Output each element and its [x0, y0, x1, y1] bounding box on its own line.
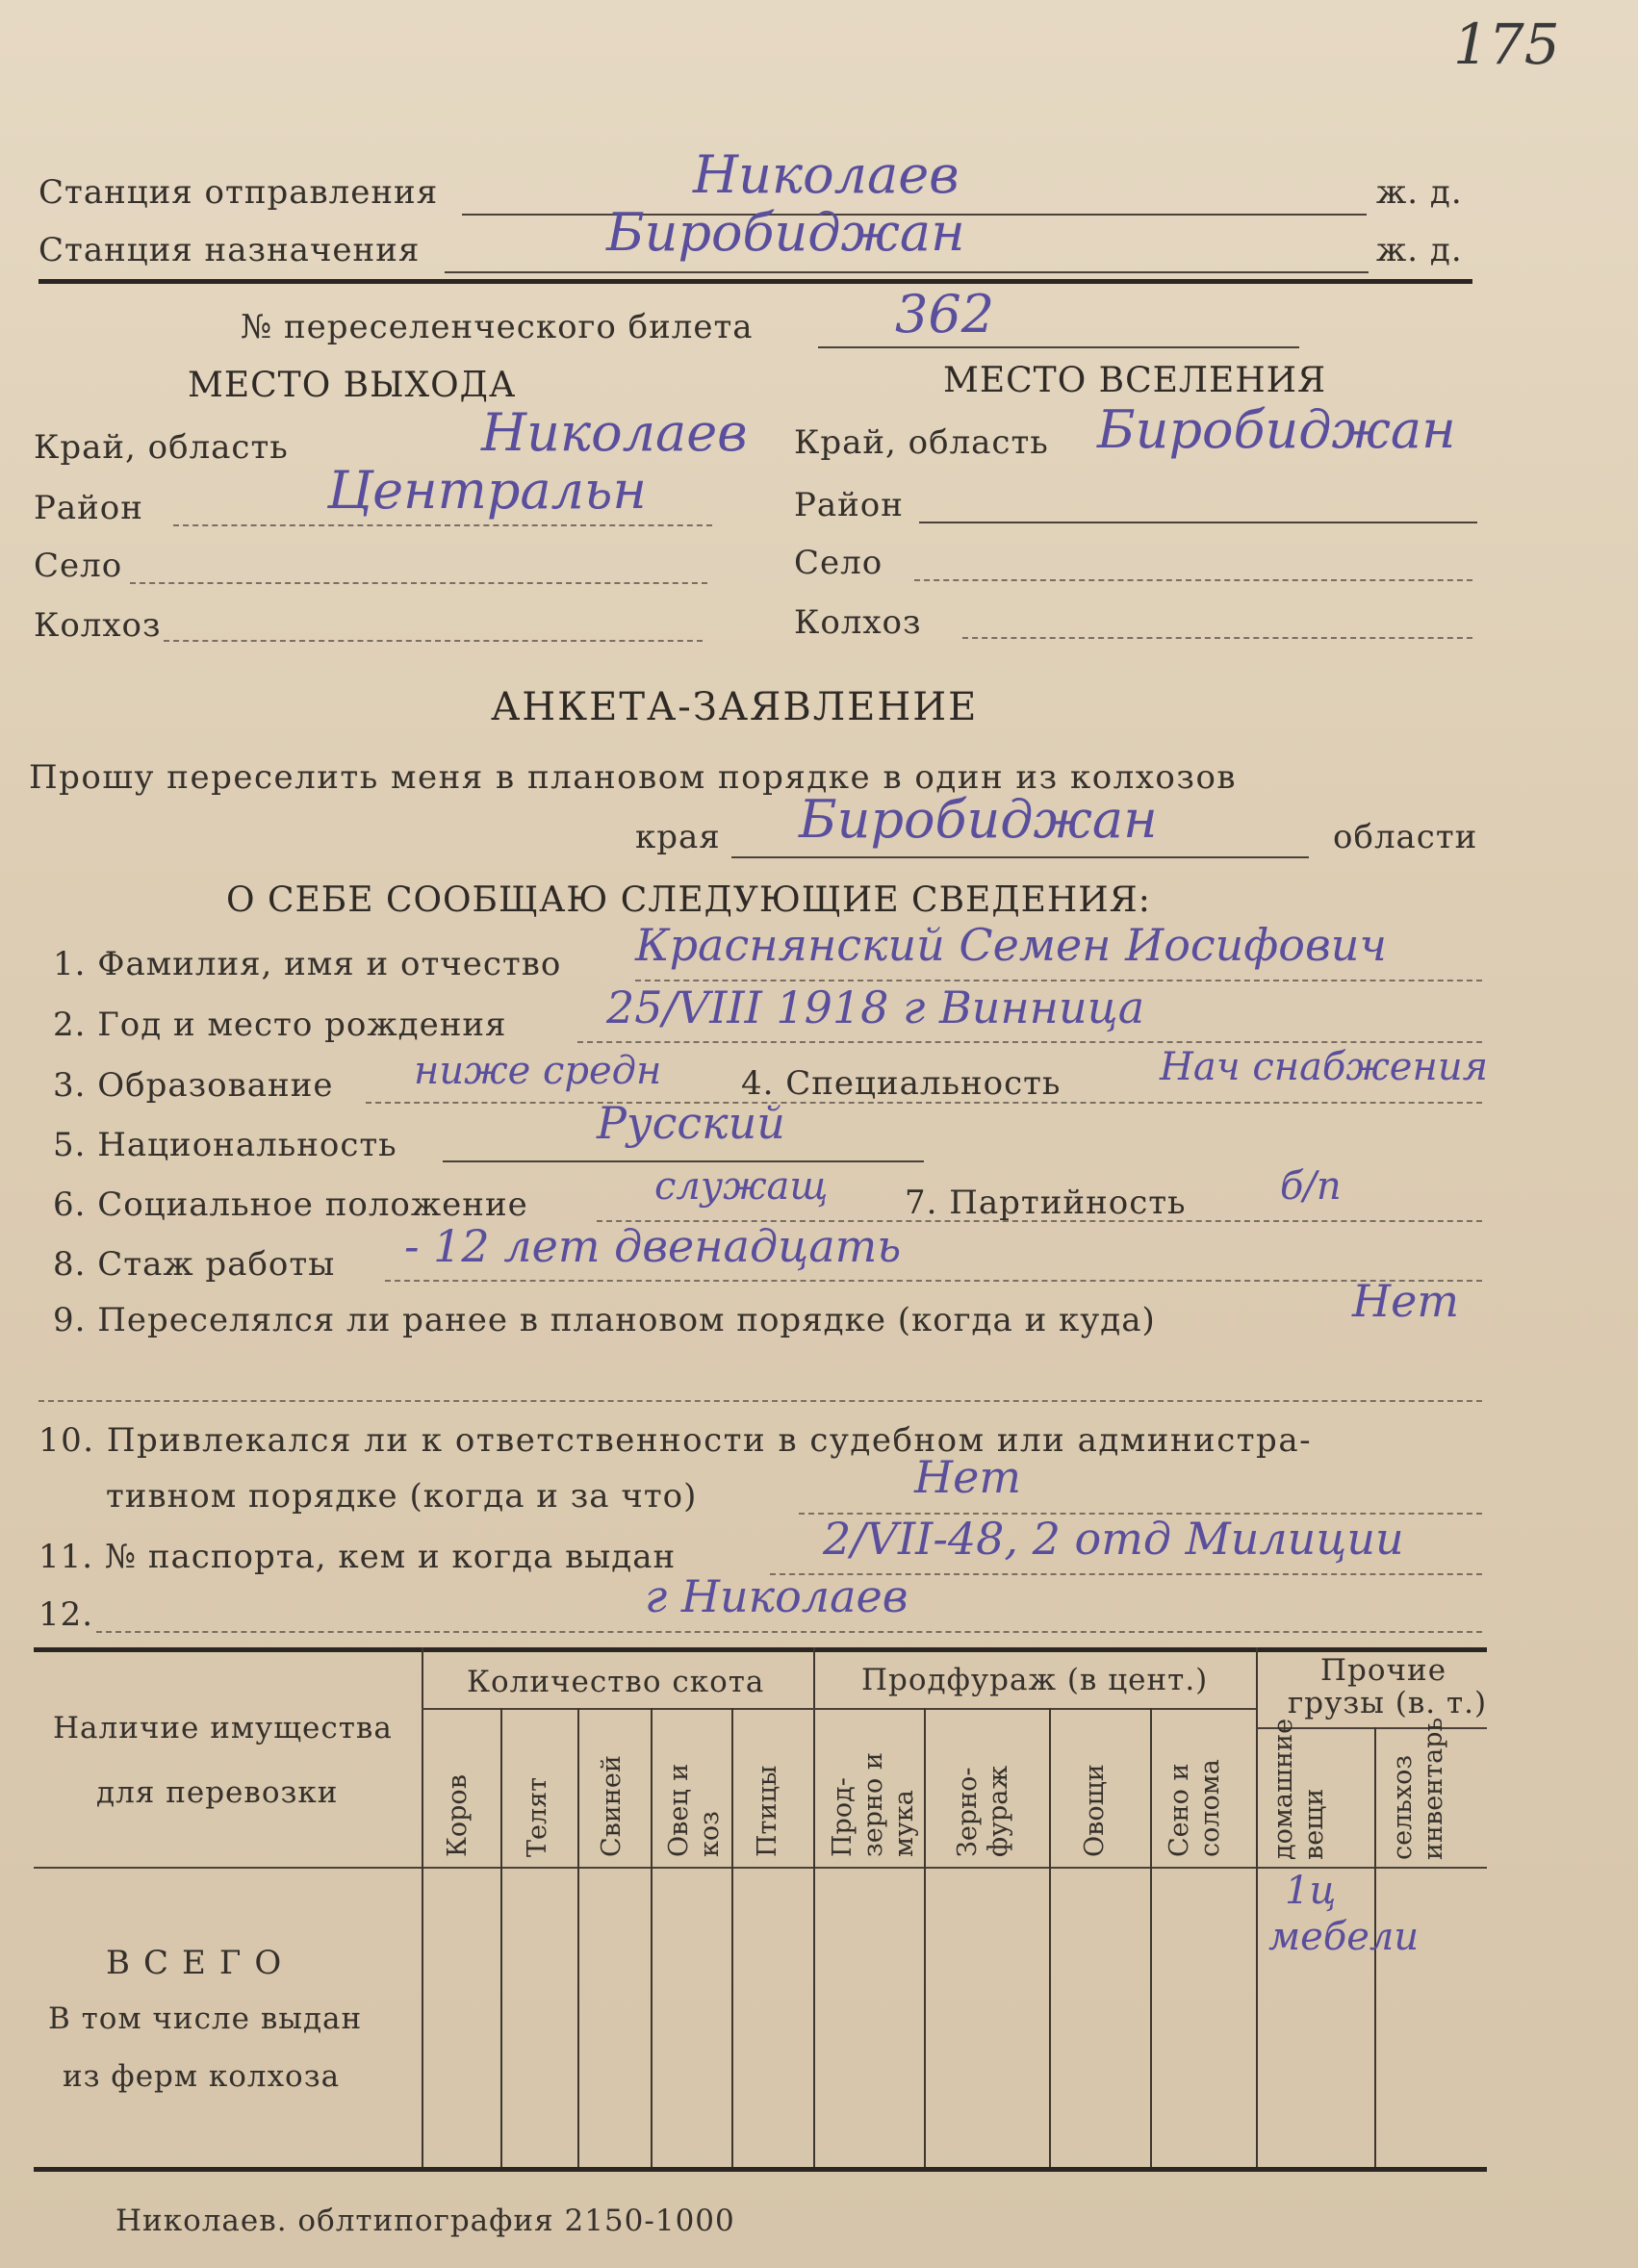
q9-label: 9. Переселялся ли ранее в плановом порядке (когда и куда)	[53, 1301, 1156, 1339]
q10-value: Нет	[914, 1451, 1021, 1503]
q1-value: Краснянский Семен Иосифович	[635, 919, 1388, 971]
q2-value: 25/VIII 1918 г Винница	[606, 981, 1145, 1033]
q6-value: служащ	[654, 1164, 829, 1209]
col-poultry: Птицы	[753, 1765, 782, 1857]
railway-abbr-1: ж. д.	[1376, 173, 1463, 212]
ticket-value: 362	[895, 284, 995, 344]
q1-label: 1. Фамилия, имя и отчество	[53, 945, 562, 983]
q6-label: 6. Социальное положение	[53, 1185, 528, 1224]
issued-line1: В том числе выдан	[48, 2001, 363, 2036]
origin-district-label: Район	[34, 489, 143, 527]
destination-region-label: Край, область	[794, 423, 1049, 462]
destination-region-value: Биробиджан	[1097, 399, 1456, 460]
col-farm-inventory: сельхоз инвентарь	[1388, 1717, 1448, 1860]
q5-value: Русский	[597, 1097, 785, 1149]
col-pigs: Свиней	[597, 1755, 627, 1857]
q12-label: 12.	[38, 1595, 94, 1634]
about-heading: О СЕБЕ СООБЩАЮ СЛЕДУЮЩИЕ СВЕДЕНИЯ:	[226, 880, 1151, 920]
total-label: ВСЕГО	[106, 1944, 295, 1982]
departure-station-label: Станция отправления	[38, 173, 439, 212]
request-kraya: края	[635, 818, 721, 856]
col-cows: Коров	[443, 1774, 473, 1857]
q11-label: 11. № паспорта, кем и когда выдан	[38, 1538, 677, 1576]
request-oblasti: области	[1333, 818, 1478, 856]
group-other-line2: грузы (в. т.)	[1288, 1686, 1488, 1720]
group-fodder: Продфураж (в цент.)	[861, 1663, 1209, 1697]
archive-page-number: 175	[1453, 12, 1560, 77]
household-value-line1: 1ц	[1285, 1869, 1337, 1913]
col-sheep-goats: Овец и коз	[664, 1763, 725, 1857]
destination-district-label: Район	[794, 486, 904, 524]
q11-value: 2/VII-48, 2 отд Милиции	[823, 1513, 1404, 1565]
row-header-line2: для перевозки	[96, 1775, 339, 1810]
q10-label-line2: тивном порядке (когда и за что)	[106, 1477, 698, 1516]
q7-label: 7. Партийность	[905, 1184, 1187, 1222]
col-grain-fodder: Зерно-фураж	[953, 1765, 1013, 1857]
departure-station-value: Николаев	[693, 144, 960, 205]
origin-district-value: Центральн	[327, 460, 647, 521]
ticket-label: № переселенческого билета	[241, 308, 754, 346]
col-calves: Телят	[523, 1776, 552, 1857]
railway-abbr-2: ж. д.	[1376, 231, 1463, 269]
q4-label: 4. Специальность	[741, 1064, 1062, 1103]
request-line1: Прошу переселить меня в плановом порядке в один из колхозов	[29, 758, 1238, 797]
q9-value: Нет	[1352, 1275, 1459, 1327]
destination-heading: МЕСТО ВСЕЛЕНИЯ	[943, 361, 1327, 400]
col-household-goods: домашние вещи	[1268, 1718, 1329, 1860]
row-header-line1: Наличие имущества	[53, 1711, 393, 1746]
group-livestock: Количество скота	[467, 1665, 765, 1699]
origin-village-label: Село	[34, 547, 123, 585]
form-title: АНКЕТА-ЗАЯВЛЕНИЕ	[491, 685, 979, 729]
group-other-line1: Прочие	[1320, 1653, 1447, 1688]
q5-label: 5. Национальность	[53, 1126, 397, 1164]
origin-heading: МЕСТО ВЫХОДА	[188, 366, 517, 405]
col-vegetables: Овощи	[1080, 1764, 1110, 1857]
household-value-line2: мебели	[1268, 1915, 1420, 1959]
q2-label: 2. Год и место рождения	[53, 1006, 507, 1044]
q7-value: б/п	[1280, 1164, 1342, 1209]
destination-station-value: Биробиджан	[606, 202, 965, 263]
destination-kolkhoz-label: Колхоз	[794, 603, 922, 642]
q3-label: 3. Образование	[53, 1066, 334, 1105]
q4-value: Нач снабжения	[1160, 1045, 1489, 1089]
q8-value: - 12 лет двенадцать	[404, 1220, 902, 1272]
issued-line2: из ферм колхоза	[63, 2059, 341, 2094]
origin-region-label: Край, область	[34, 428, 289, 467]
col-hay-straw: Сено и солома	[1165, 1759, 1225, 1857]
origin-kolkhoz-label: Колхоз	[34, 606, 162, 645]
col-grain-flour: Прод-зерно и мука	[828, 1752, 919, 1857]
q3-value: ниже средн	[414, 1049, 662, 1093]
destination-village-label: Село	[794, 544, 883, 582]
q8-label: 8. Стаж работы	[53, 1245, 336, 1284]
request-region-value: Биробиджан	[799, 789, 1158, 850]
q12-value: г Николаев	[645, 1570, 909, 1622]
destination-station-label: Станция назначения	[38, 231, 421, 269]
printer-line: Николаев. облтипография 2150-1000	[115, 2204, 735, 2238]
q10-label-line1: 10. Привлекался ли к ответственности в судебном или администра-	[38, 1421, 1313, 1460]
origin-region-value: Николаев	[481, 402, 748, 463]
